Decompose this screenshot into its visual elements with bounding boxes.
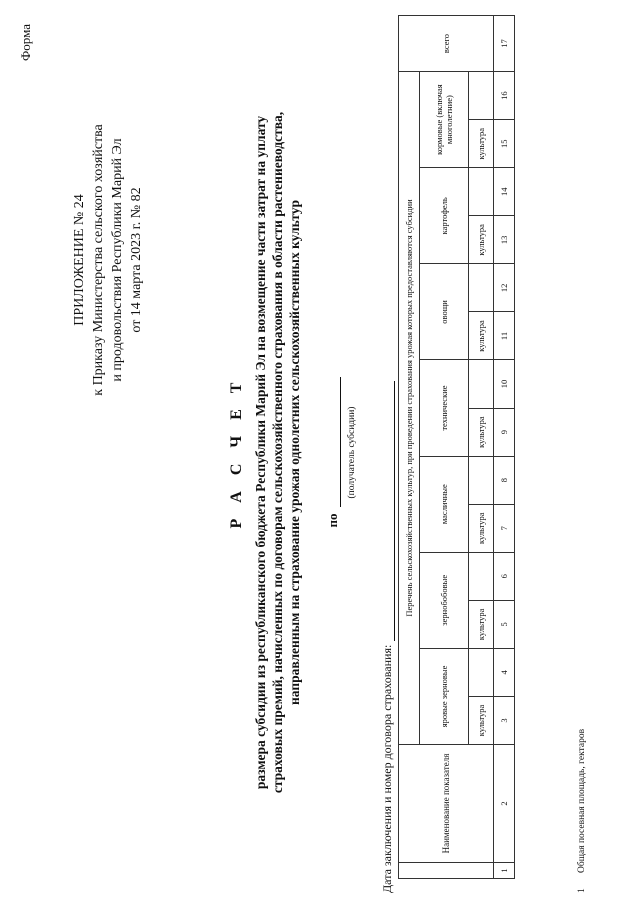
crop-sub-header: культура <box>469 216 494 264</box>
row-number: 1 <box>577 888 587 893</box>
subtitle-line: направленным на страхование урожая однолетних сельскохозяйственных культур <box>287 200 302 706</box>
indicator-header: Наименование показателя <box>399 745 494 863</box>
column-number: 7 <box>494 504 515 552</box>
crop-sub-header: культура <box>469 600 494 648</box>
row-indicator-text: Общая посевная площадь, гектаров <box>577 728 587 873</box>
contract-line <box>380 381 395 893</box>
crop-sub-header: культура <box>469 120 494 168</box>
column-number: 12 <box>494 264 515 312</box>
crop-group-header: технические <box>420 360 469 456</box>
calculation-table <box>398 15 515 879</box>
crop-sub-header-blank <box>469 360 494 408</box>
contract-label: Дата заключения и номер договора страхования: <box>380 644 394 893</box>
po-label: по <box>325 513 340 528</box>
crop-sub-header-blank <box>469 648 494 696</box>
indicator-row-1 <box>577 729 587 893</box>
crop-sub-header-blank <box>469 456 494 504</box>
column-number: 1 <box>494 863 515 879</box>
column-number: 11 <box>494 312 515 360</box>
crop-sub-header-blank <box>469 264 494 312</box>
total-header: всего <box>399 16 494 72</box>
column-number: 16 <box>494 72 515 120</box>
appendix-date: от 14 марта 2023 г. № 82 <box>129 187 144 333</box>
crop-group-header: картофель <box>420 168 469 264</box>
crop-group-header: зернобобовые <box>420 552 469 648</box>
document-subtitle <box>252 40 303 865</box>
column-number: 4 <box>494 648 515 696</box>
recipient-line <box>325 0 341 905</box>
column-number: 10 <box>494 360 515 408</box>
subtitle-line: страховых премий, начисленных по договорам сельскохозяйственного страхования в области растениеводства, <box>270 111 285 794</box>
appendix-line: к Приказу Министерства сельского хозяйства <box>91 124 106 396</box>
crop-sub-header: культура <box>469 504 494 552</box>
appendix-line: и продовольствия Республики Марий Эл <box>110 138 125 382</box>
appendix-title: ПРИЛОЖЕНИЕ № 24 <box>72 194 87 326</box>
crop-sub-header-blank <box>469 72 494 120</box>
table-header-cell <box>399 863 494 879</box>
column-number: 9 <box>494 408 515 456</box>
contract-blank <box>382 381 395 641</box>
column-number: 3 <box>494 696 515 744</box>
recipient-caption: (получатель субсидии) <box>347 406 357 499</box>
crops-header: Перечень сельскохозяйственных культур, при проведении страхования урожая которых предоставляются субсидии <box>399 72 420 745</box>
subtitle-line: размера субсидии из республиканского бюджета Республики Марий Эл на возмещение части затрат на уплату <box>253 115 268 790</box>
column-number: 15 <box>494 120 515 168</box>
crop-sub-header: культура <box>469 696 494 744</box>
column-number: 17 <box>494 16 515 72</box>
form-label: Форма <box>18 24 33 61</box>
appendix-block <box>70 70 146 450</box>
crop-group-header: овощи <box>420 264 469 360</box>
column-number: 13 <box>494 216 515 264</box>
crop-group-header: кормовые (включая многолетние) <box>420 72 469 168</box>
crop-sub-header-blank <box>469 168 494 216</box>
crop-sub-header: культура <box>469 312 494 360</box>
crop-group-header: яровые зерновые <box>420 648 469 744</box>
column-number: 6 <box>494 552 515 600</box>
column-number: 8 <box>494 456 515 504</box>
column-number: 14 <box>494 168 515 216</box>
column-number: 2 <box>494 745 515 863</box>
recipient-blank <box>328 378 341 508</box>
document-title: Р А С Ч Е Т <box>228 376 245 529</box>
crop-sub-header: культура <box>469 408 494 456</box>
column-number: 5 <box>494 600 515 648</box>
column-number-row <box>494 16 515 879</box>
crop-group-header: масличные <box>420 456 469 552</box>
crop-sub-header-blank <box>469 552 494 600</box>
